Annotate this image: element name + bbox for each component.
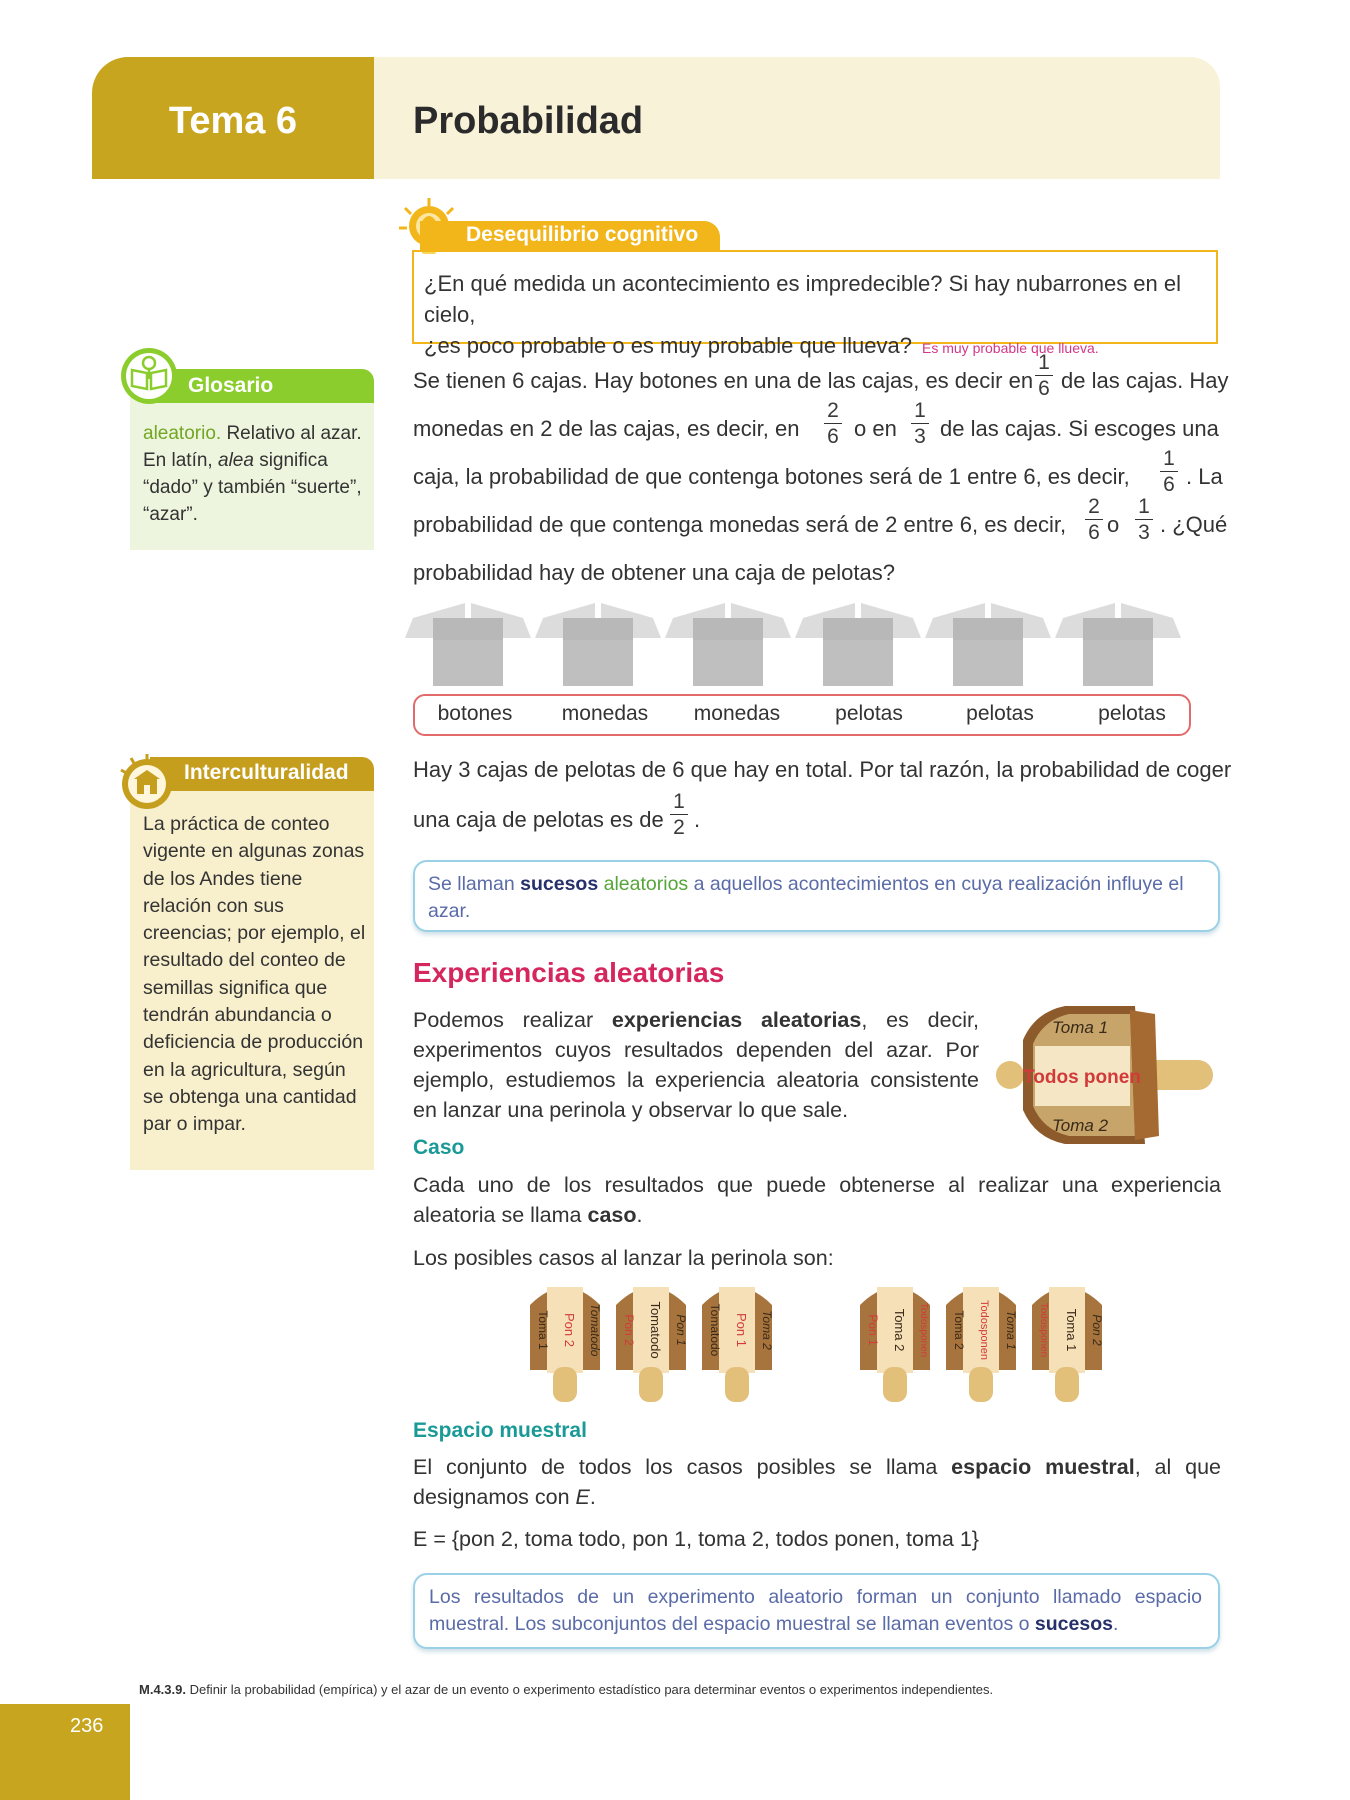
case-5-right: Toma 1 bbox=[1004, 1310, 1018, 1350]
case-2-left: Pon 2 bbox=[622, 1314, 636, 1346]
result-line-2-end: . bbox=[694, 807, 701, 832]
perinola-case-4 bbox=[855, 1275, 935, 1405]
box-label-2: monedas bbox=[561, 702, 649, 725]
experiencias-heading: Experiencias aleatorias bbox=[413, 957, 725, 988]
caso-paragraph: Cada uno de los resultados que puede obtenerse al realizar una experiencia aleatoria se llama caso. bbox=[413, 1173, 1221, 1227]
case-2-mid: Tomatodo bbox=[648, 1301, 663, 1359]
case-6-mid: Toma 1 bbox=[1064, 1308, 1079, 1352]
intro-line-3b: . La bbox=[1186, 464, 1223, 489]
case-6-left: Todosponen bbox=[1038, 1302, 1049, 1358]
intro-line-1b: de las cajas. Hay bbox=[1061, 368, 1229, 393]
interculturalidad-title: Interculturalidad bbox=[184, 761, 349, 784]
case-4-left: Pon 1 bbox=[866, 1314, 880, 1346]
six-boxes-illustration bbox=[405, 598, 1205, 688]
case-2-right: Pon 1 bbox=[674, 1314, 688, 1346]
page-number-band bbox=[0, 1704, 130, 1800]
perinola-case-3 bbox=[697, 1275, 777, 1405]
box-label-1: botones bbox=[437, 702, 513, 725]
handwritten-answer: Es muy probable que llueva. bbox=[922, 340, 1099, 356]
glosario-definition bbox=[143, 420, 365, 528]
box-1 bbox=[405, 603, 531, 686]
perinola-bottom-label: Toma 2 bbox=[1051, 1116, 1109, 1135]
result-line-1: Hay 3 cajas de pelotas de 6 que hay en total. Por tal razón, la probabilidad de coger bbox=[413, 757, 1232, 782]
espacio-heading: Espacio muestral bbox=[413, 1419, 587, 1442]
tema-label: Tema 6 bbox=[168, 100, 298, 142]
case-1-right: Tomatodo bbox=[588, 1303, 602, 1357]
perinola-case-5 bbox=[941, 1275, 1021, 1405]
fraction-two-sixths: 2 6 bbox=[824, 400, 842, 448]
perinola-cases-row bbox=[525, 1275, 1285, 1405]
intro-line-1: Se tienen 6 cajas. Hay botones en una de las cajas, es decir en bbox=[413, 368, 1034, 393]
case-3-right: Toma 2 bbox=[760, 1310, 774, 1350]
caso-paragraph-2: Los posibles casos al lanzar la perinola son: bbox=[413, 1246, 834, 1270]
case-3-mid: Pon 1 bbox=[734, 1313, 749, 1347]
fraction-one-third-2: 1 3 bbox=[1135, 496, 1153, 544]
espacio-paragraph: El conjunto de todos los casos posibles se llama espacio muestral, al que designamos con E. bbox=[413, 1455, 1221, 1509]
intro-line-4a: probabilidad de que contenga monedas será de 2 entre 6, es decir, bbox=[413, 512, 1067, 537]
intro-line-2c: de las cajas. Si escoges una bbox=[940, 416, 1219, 441]
caso-heading: Caso bbox=[413, 1136, 465, 1159]
box-label-3: monedas bbox=[693, 702, 781, 725]
box-label-5: pelotas bbox=[966, 702, 1034, 725]
book-magnifier-icon bbox=[119, 346, 179, 406]
intro-line-5: probabilidad hay de obtener una caja de pelotas? bbox=[413, 560, 895, 585]
intro-line-2b: o en bbox=[854, 416, 897, 441]
case-4-right: Todosponen bbox=[918, 1302, 929, 1358]
fraction-two-sixths-2: 2 6 bbox=[1085, 496, 1103, 544]
case-1-mid: Pon 2 bbox=[562, 1313, 577, 1347]
case-1-left: Toma 1 bbox=[536, 1310, 550, 1350]
case-6-right: Pon 2 bbox=[1090, 1314, 1104, 1346]
desequilibrio-title: Desequilibrio cognitivo bbox=[466, 223, 699, 246]
perinola-illustration bbox=[995, 1000, 1220, 1150]
intro-line-4b: o bbox=[1107, 512, 1120, 537]
glosario-alea: alea bbox=[218, 450, 254, 471]
intro-line-4c: . ¿Qué bbox=[1160, 512, 1228, 537]
case-5-mid: Todosponen bbox=[978, 1300, 990, 1360]
box-label-4: pelotas bbox=[835, 702, 903, 725]
curriculum-footnote: M.4.3.9. Definir la probabilidad (empírica) y el azar de un evento o experimento estadístico para determinar eventos o experimentos independientes. bbox=[139, 1682, 994, 1697]
glosario-text-2: significa “dado” y también “suerte”, “azar”. bbox=[143, 450, 362, 525]
case-4-mid: Toma 2 bbox=[892, 1308, 907, 1352]
glosario-text-1: Relativo al azar. En latín, bbox=[143, 423, 362, 471]
intro-line-3a: caja, la probabilidad de que contenga botones será de 1 entre 6, es decir, bbox=[413, 464, 1130, 489]
fraction-one-third: 1 3 bbox=[911, 400, 929, 448]
interculturalidad-text: La práctica de conteo vigente en algunas zonas de los Andes tiene relación con sus creencias; por ejemplo, el resultado del conteo de semillas significa que tendrán abundancia o deficiencia de producción en la agricultura, según se obtenga una cantidad par o impar. bbox=[143, 813, 366, 1136]
desequilibrio-question bbox=[424, 268, 1214, 364]
intro-line-2a: monedas en 2 de las cajas, es decir, en bbox=[413, 416, 800, 441]
community-house-icon bbox=[117, 752, 177, 812]
perinola-case-2 bbox=[611, 1275, 691, 1405]
perinola-mid-label: Todos ponen bbox=[1023, 1067, 1141, 1088]
question-line-1: ¿En qué medida un acontecimiento es impredecible? Si hay nubarrones en el cielo, bbox=[424, 271, 1182, 327]
case-3-left: Tomatodo bbox=[708, 1303, 722, 1357]
page-title: Probabilidad bbox=[413, 100, 644, 142]
perinola-case-6 bbox=[1027, 1275, 1107, 1405]
glosario-title: Glosario bbox=[188, 374, 274, 397]
fraction-one-sixth: 1 6 bbox=[1035, 352, 1053, 400]
eventos-note-text: Los resultados de un experimento aleatorio forman un conjunto llamado espacio muestral. Los subconjuntos del espacio muestral se llaman eventos o sucesos. bbox=[429, 1586, 1202, 1635]
sucesos-note-text: Se llaman sucesos aleatorios a aquellos acontecimientos en cuya realización influye el azar. bbox=[428, 873, 1184, 922]
case-5-left: Toma 2 bbox=[952, 1310, 966, 1350]
question-line-2: ¿es poco probable o es muy probable que llueva? bbox=[424, 333, 912, 358]
perinola-top-label: Toma 1 bbox=[1051, 1018, 1109, 1037]
fraction-one-sixth-2: 1 6 bbox=[1160, 448, 1178, 496]
sample-space-set: E = {pon 2, toma todo, pon 1, toma 2, todos ponen, toma 1} bbox=[413, 1527, 979, 1551]
glosario-term: aleatorio. bbox=[143, 423, 222, 444]
perinola-case-1 bbox=[525, 1275, 605, 1405]
experiencias-paragraph: Podemos realizar experiencias aleatorias, es decir, experimentos cuyos resultados dependen del azar. Por ejemplo, estudiemos la experiencia aleatoria consistente en lanzar una perinola y observar lo que sale. bbox=[413, 1008, 979, 1122]
fraction-one-half: 1 2 bbox=[670, 791, 688, 839]
page-number: 236 bbox=[70, 1715, 104, 1737]
result-line-2: una caja de pelotas es de bbox=[413, 807, 664, 832]
box-label-6: pelotas bbox=[1098, 702, 1166, 725]
